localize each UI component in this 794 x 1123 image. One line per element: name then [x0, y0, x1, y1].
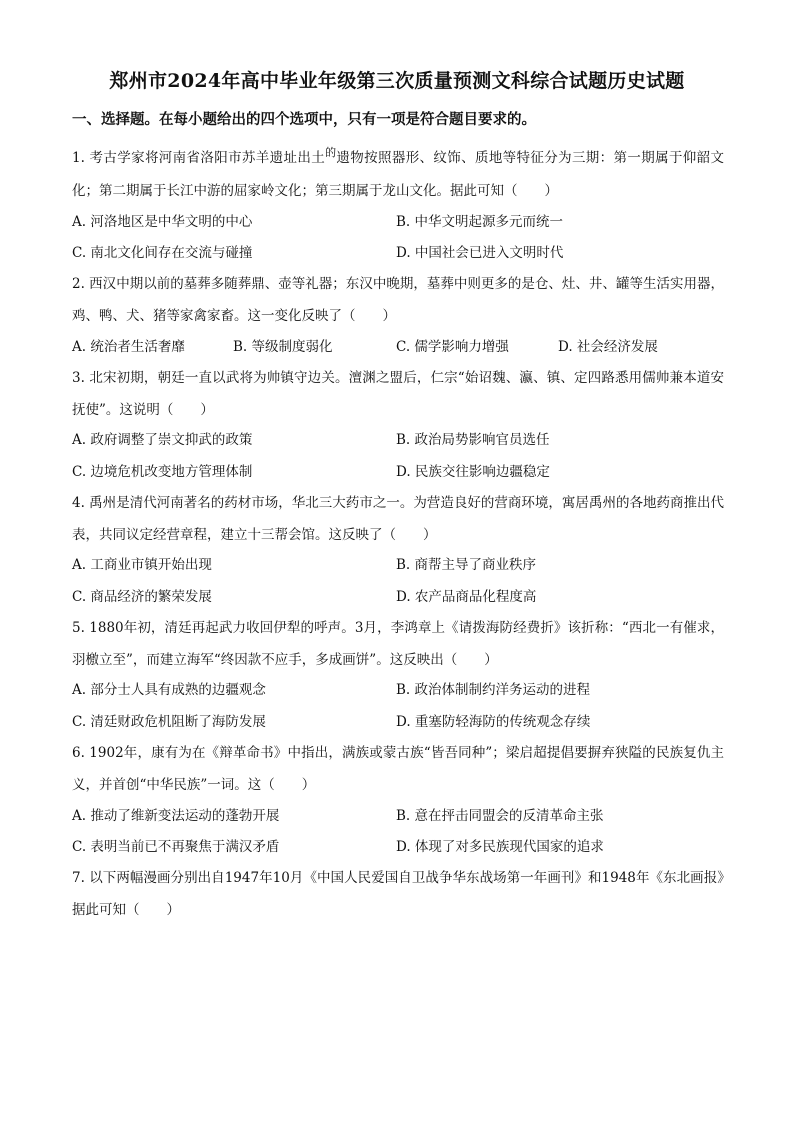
question-1-option-b[interactable]: B. 中华文明起源多元而统一 — [396, 214, 564, 230]
question-5-option-a[interactable]: A. 部分士人具有成熟的边疆观念 — [72, 682, 266, 698]
question-1-stem-superscript: 的 — [325, 146, 337, 159]
exam-title: 郑州市2024年高中毕业年级第三次质量预测文科综合试题历史试题 — [109, 70, 685, 92]
question-6-option-c[interactable]: C. 表明当前已不再聚焦于满汉矛盾 — [72, 839, 280, 855]
question-4-option-c[interactable]: C. 商品经济的繁荣发展 — [72, 589, 212, 605]
question-3-stem: 3. 北宋初期，朝廷一直以武将为帅镇守边关。澶渊之盟后，仁宗“始诏魏、瀛、镇、定四路悉用儒帅兼本道安抚使”。这说明（ ） — [72, 370, 724, 418]
question-6-option-b[interactable]: B. 意在抨击同盟会的反清革命主张 — [396, 808, 604, 824]
question-1-stem-part2: 遗物按照器形、纹饰、质地等特征分为三期：第一期属于仰韶文化；第二期属于长江中游的屈家岭文化；第三期属于龙山文化。据此可知（ ） — [72, 150, 725, 199]
question-1-stem-part1: 1. 考古学家将河南省洛阳市苏羊遗址出土 — [72, 150, 326, 166]
question-1-option-c[interactable]: C. 南北文化间存在交流与碰撞 — [72, 245, 253, 261]
question-4-option-a[interactable]: A. 工商业市镇开始出现 — [72, 557, 212, 573]
question-2-stem: 2. 西汉中期以前的墓葬多随葬鼎、壶等礼器；东汉中晚期，墓葬中则更多的是仓、灶、井、罐等生活实用器，鸡、鸭、犬、猪等家禽家畜。这一变化反映了（ ） — [72, 276, 724, 324]
question-6-option-d[interactable]: D. 体现了对多民族现代国家的追求 — [396, 839, 604, 855]
question-3-option-b[interactable]: B. 政治局势影响官员选任 — [396, 432, 550, 448]
question-3-option-c[interactable]: C. 边境危机改变地方管理体制 — [72, 464, 253, 480]
question-5-option-b[interactable]: B. 政治体制制约洋务运动的进程 — [396, 682, 591, 698]
question-2-option-c[interactable]: C. 儒学影响力增强 — [396, 339, 509, 355]
question-6-stem: 6. 1902年，康有为在《辩革命书》中指出，满族或蒙古族“皆吾同种”；梁启超提倡要摒弃狭隘的民族复仇主义，并首创“中华民族”一词。这（ ） — [72, 745, 724, 793]
question-7-stem: 7. 以下两幅漫画分别出自1947年10月《中国人民爱国自卫战争华东战场第一年画刊》和1948年《东北画报》据此可知（ ） — [72, 870, 724, 918]
question-3-option-d[interactable]: D. 民族交往影响边疆稳定 — [396, 464, 550, 480]
question-4-option-b[interactable]: B. 商帮主导了商业秩序 — [396, 557, 537, 573]
question-2-option-d[interactable]: D. 社会经济发展 — [558, 339, 658, 355]
question-5-option-c[interactable]: C. 清廷财政危机阻断了海防发展 — [72, 714, 266, 730]
question-1-option-a[interactable]: A. 河洛地区是中华文明的中心 — [72, 214, 253, 230]
question-4-stem: 4. 禹州是清代河南著名的药材市场，华北三大药市之一。为营造良好的营商环境，寓居禹州的各地药商推出代表，共同议定经营章程，建立十三帮会馆。这反映了（ ） — [72, 495, 724, 543]
question-1-option-d[interactable]: D. 中国社会已进入文明时代 — [396, 245, 564, 261]
question-6-option-a[interactable]: A. 推动了维新变法运动的蓬勃开展 — [72, 808, 280, 824]
question-5-stem: 5. 1880年初，清廷再起武力收回伊犁的呼声。3月，李鸿章上《请拨海防经费折》该折称：“西北一有催求，羽檄立至”，而建立海军“终因款不应手，多成画饼”。这反映出（ ） — [72, 620, 724, 668]
question-1-stem — [72, 142, 724, 207]
section-heading: 一、选择题。在每小题给出的四个选项中，只有一项是符合题目要求的。 — [72, 111, 536, 128]
question-3-option-a[interactable]: A. 政府调整了崇文抑武的政策 — [72, 432, 253, 448]
question-5-option-d[interactable]: D. 重塞防轻海防的传统观念存续 — [396, 714, 591, 730]
question-2-option-a[interactable]: A. 统治者生活奢靡 — [72, 339, 185, 355]
question-4-option-d[interactable]: D. 农产品商品化程度高 — [396, 589, 537, 605]
question-2-option-b[interactable]: B. 等级制度弱化 — [233, 339, 333, 355]
